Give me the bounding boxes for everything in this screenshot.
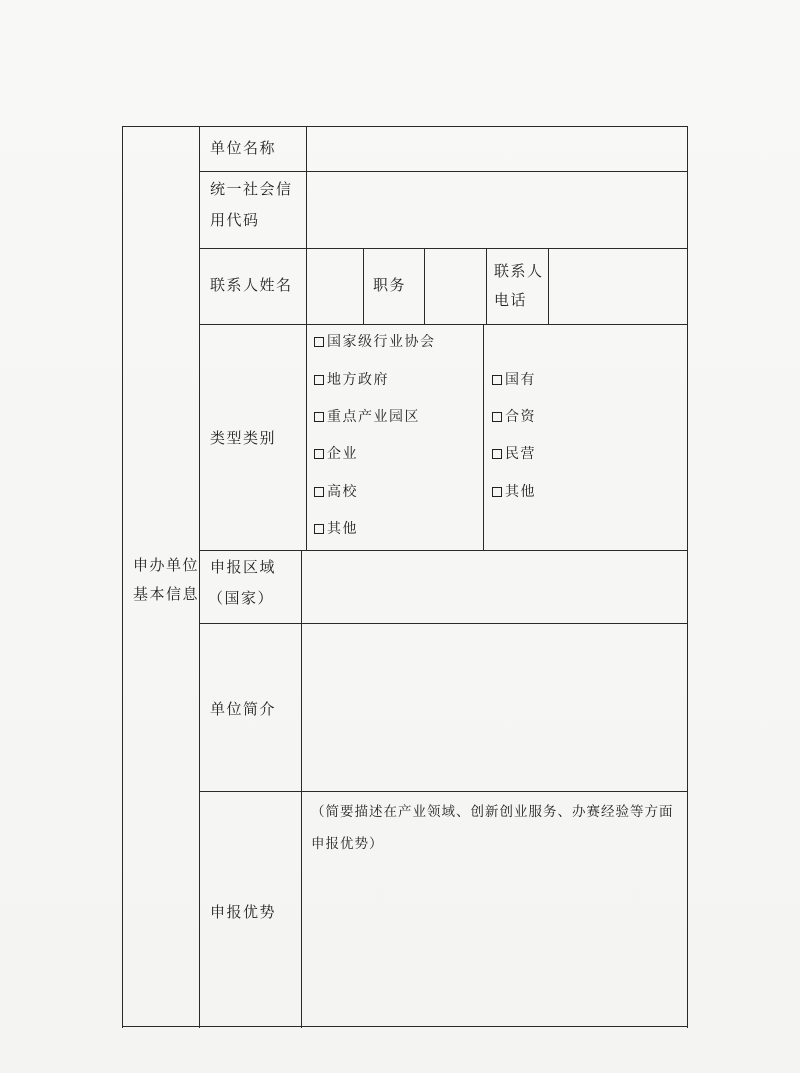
position-field[interactable]: [426, 250, 485, 323]
row-divider-3: [199, 324, 688, 325]
contact-name-field[interactable]: [308, 250, 362, 323]
contact-phone-field[interactable]: [550, 250, 686, 323]
credit-code-label-line1: 统一社会信: [210, 180, 293, 198]
ownership-option-label: 国有: [505, 372, 536, 388]
advantage-hint-line1: （简要描述在产业领域、创新创业服务、办赛经验等方面: [311, 804, 674, 820]
category-option-label: 高校: [327, 484, 358, 500]
category-option[interactable]: [314, 447, 358, 461]
table-border-left: [122, 126, 123, 1028]
unit-name-field[interactable]: [308, 128, 686, 170]
position-label: 职务: [373, 276, 407, 294]
category-option-label: 地方政府: [327, 372, 389, 388]
checkbox-icon[interactable]: [314, 524, 324, 534]
contact-phone-label-line2: 电话: [494, 291, 528, 309]
ownership-option[interactable]: [492, 485, 536, 499]
advantage-label: 申报优势: [210, 903, 277, 921]
contact-name-label: 联系人姓名: [210, 276, 293, 294]
checkbox-icon[interactable]: [492, 487, 502, 497]
region-label-line2: （国家）: [208, 589, 275, 607]
intro-label: 单位简介: [210, 700, 277, 718]
unit-name-label: 单位名称: [210, 139, 277, 157]
category-option[interactable]: [314, 522, 358, 536]
ownership-option-label: 合资: [505, 409, 536, 425]
section-label-line1: 申办单位: [133, 556, 200, 574]
intro-field[interactable]: [303, 625, 686, 790]
category-option[interactable]: [314, 410, 420, 424]
category-label: 类型类别: [210, 429, 277, 447]
checkbox-icon[interactable]: [314, 337, 324, 347]
contact-divider-1: [363, 248, 364, 325]
ownership-option-label: 民营: [505, 446, 536, 462]
category-divider: [483, 324, 484, 551]
checkbox-icon[interactable]: [314, 375, 324, 385]
checkbox-icon[interactable]: [314, 412, 324, 422]
checkbox-icon[interactable]: [492, 449, 502, 459]
checkbox-icon[interactable]: [314, 487, 324, 497]
table-border-bottom: [122, 1026, 688, 1027]
checkbox-icon[interactable]: [314, 449, 324, 459]
ownership-option-label: 其他: [505, 484, 536, 500]
category-option[interactable]: [314, 373, 389, 387]
credit-code-label-line2: 用代码: [210, 211, 260, 229]
ownership-option[interactable]: [492, 410, 536, 424]
category-option-label: 其他: [327, 521, 358, 537]
region-label: [210, 560, 276, 606]
column-divider-label: [199, 126, 200, 1028]
contact-phone-label: [494, 264, 544, 308]
credit-code-label: [210, 182, 293, 228]
advantage-hint: [311, 806, 674, 851]
section-label-line2: 基本信息: [133, 585, 200, 603]
table-border-right: [687, 126, 688, 1028]
ownership-option[interactable]: [492, 373, 536, 387]
region-label-line1: 申报区域: [210, 558, 277, 576]
region-field[interactable]: [303, 552, 686, 622]
checkbox-icon[interactable]: [492, 375, 502, 385]
category-option-label: 重点产业园区: [327, 409, 420, 425]
category-option[interactable]: [314, 485, 358, 499]
contact-phone-label-line1: 联系人: [494, 262, 544, 280]
credit-code-field[interactable]: [308, 173, 686, 247]
ownership-option[interactable]: [492, 447, 536, 461]
category-option-label: 国家级行业协会: [327, 334, 436, 350]
checkbox-icon[interactable]: [492, 412, 502, 422]
category-option-label: 企业: [327, 446, 358, 462]
contact-divider-3: [486, 248, 487, 325]
category-option[interactable]: [314, 335, 436, 349]
advantage-hint-line2: 申报优势）: [311, 835, 384, 852]
application-form-table: [122, 126, 688, 1028]
section-label: [133, 558, 199, 602]
